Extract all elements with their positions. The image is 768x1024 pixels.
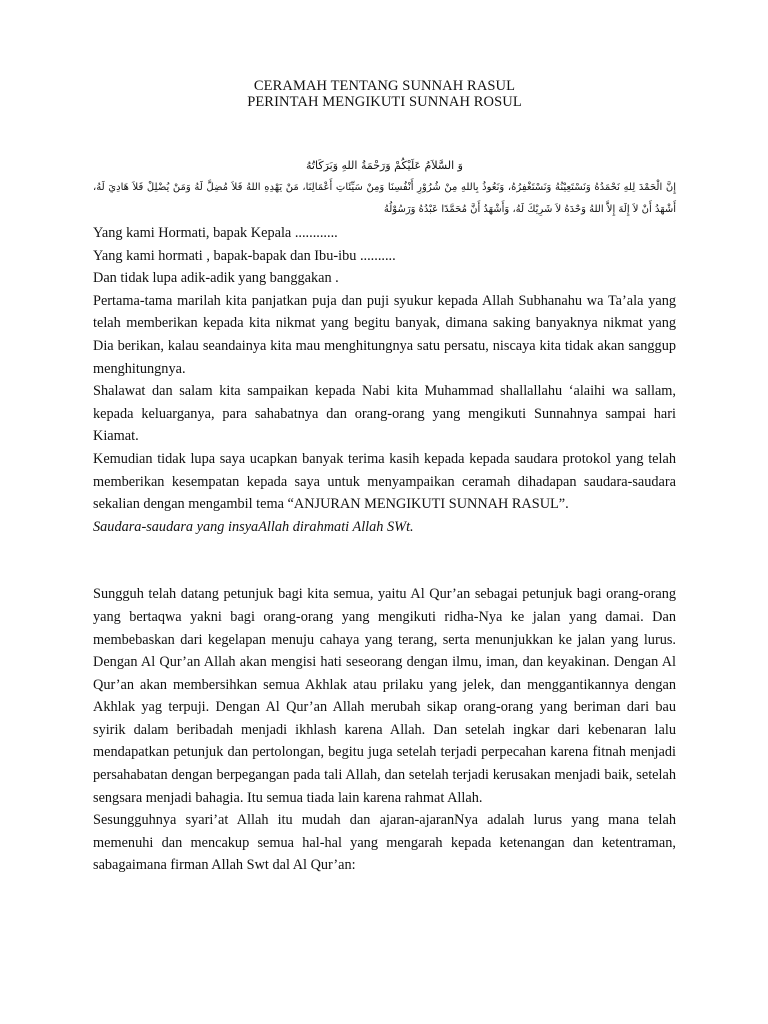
paragraph-pujian: Pertama-tama marilah kita panjatkan puja dan puji syukur kepada Allah Subhanahu wa Ta’ala yang telah memberikan kepada kita nikmat yang begitu banyak, dimana saking banyaknya nikmat yang Dia berikan, kalau seandainya kita mau menghitungnya satu persatu, niscaya kita tidak akan sanggup menghitungnya. <box>93 292 676 377</box>
paragraph-shalawat: Shalawat dan salam kita sampaikan kepada Nabi kita Muhammad shallallahu ‘alaihi wa sallam, kepada keluarganya, para sahabatnya dan orang-orang yang mengikuti Sunnahnya sampai hari Kiamat. <box>93 383 676 445</box>
title-line-1: CERAMAH TENTANG SUNNAH RASUL <box>253 78 516 94</box>
document-body <box>93 222 676 877</box>
blank-space <box>93 538 676 583</box>
arabic-doa: إِنَّ الْحَمْدَ لِلهِ نَحْمَدُهُ وَنَسْتَعِيْنُهُ وَنَسْتَغْفِرُهُ، وَنَعُوذُ بِاللهِ مِنْ شُرُوْرِ أَنْفُسِنَا وَمِنْ سَيِّئَاتِ أَعْمَالِنَا، مَنْ يَهْدِهِ اللهُ فَلاَ مُضِلَّ لَهُ وَمَنْ يُضْلِلْ فَلاَ هَادِيَ لَهُ، أَشْهَدُ أَنْ لاَ إِلَهَ إِلاَّ اللهُ وَحْدَهُ لاَ شَرِيْكَ لَهُ، وَأَشْهَدُ أَنَّ مُحَمَّدًا عَبْدُهُ وَرَسُوْلُهُ <box>93 182 676 215</box>
paragraph-saudara: Saudara-saudara yang insyaAllah dirahmati Allah SWt. <box>93 518 414 535</box>
greeting-line-2: Yang kami hormati , bapak-bapak dan Ibu-ibu .......... <box>93 247 396 264</box>
document-title <box>93 78 676 110</box>
paragraph-syariat: Sesungguhnya syari’at Allah itu mudah dan ajaran-ajaranNya adalah lurus yang mana telah memenuhi dan mencakup semua hal-hal yang mengarah kepada ketenangan dan ketentraman, sabagaimana firman Allah Swt dal Al Qur’an: <box>93 812 676 874</box>
arabic-opening <box>93 155 676 221</box>
arabic-salam: وَ السَّلاَمُ عَلَيْكُمْ وَرَحْمَةُ اللهِ وَبَرَكَاتُهُ <box>306 159 463 172</box>
paragraph-petunjuk: Sungguh telah datang petunjuk bagi kita semua, yaitu Al Qur’an sebagai petunjuk bagi orang-orang yang bertaqwa yakni bagi orang-orang yang mengikuti ridha-Nya ke jalan yang damai. Dan membebaskan dari kegelapan menuju cahaya yang terang, serta menunjukkan ke jalan yang lurus. Dengan Al Qur’an Allah akan mengisi hati seseorang dengan ilmu, iman, dan keyakinan. Dengan Al Qur’an akan membersihkan semua Akhlak atau prilaku yang jelek, dan menggantikannya dengan Akhlak yag terpuji. Dengan Al Qur’an Allah merubah sikap orang-orang yang beriman dari bau syirik dalam beribadah menjadi ikhlash karena Allah. Dan setelah ingkar dari kebenaran lalu mendapatkan petunjuk dan pertolongan, begitu juga setelah terjadi perpecahan karena fitnah menjadi persahabatan dengan berpegangan pada tali Allah, dan setelah terjadi kerusakan menjadi baik, setelah sengsara menjadi bahagia. Itu semua tiada lain karena rahmat Allah. <box>93 586 676 806</box>
greeting-line-1: Yang kami Hormati, bapak Kepala ............ <box>93 225 338 241</box>
title-line-2: PERINTAH MENGIKUTI SUNNAH ROSUL <box>247 94 522 110</box>
greeting-line-3: Dan tidak lupa adik-adik yang banggakan . <box>93 270 339 287</box>
paragraph-terima-kasih: Kemudian tidak lupa saya ucapkan banyak terima kasih kepada kepada saudara protokol yang telah memberikan kesempatan kepada saya untuk menyampaikan ceramah dihadapan saudara-saudara sekalian dengan mengambil tema “ANJURAN MENGIKUTI SUNNAH RASUL”. <box>93 450 676 513</box>
document-page <box>93 78 676 877</box>
